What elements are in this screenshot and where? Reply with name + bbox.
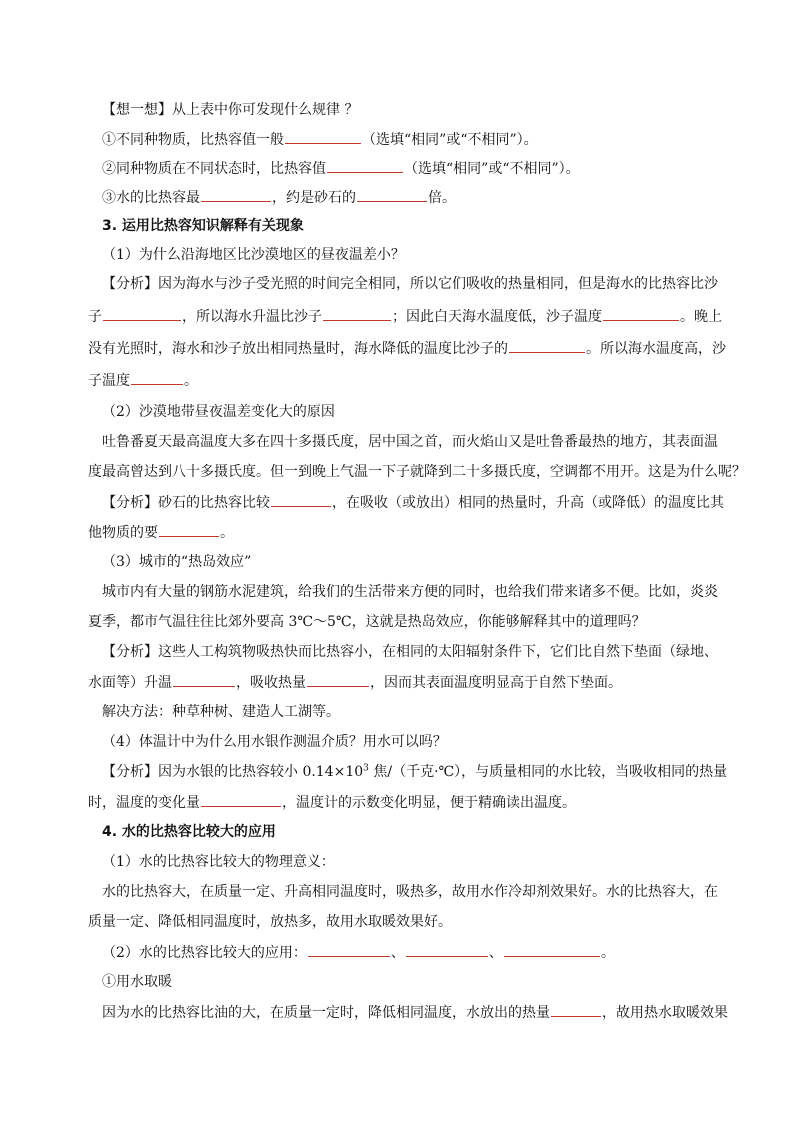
- think-line-3: [102, 187, 742, 208]
- fill-blank[interactable]: [327, 158, 403, 173]
- text: ③水的比热容最: [102, 190, 200, 206]
- fill-blank[interactable]: [159, 522, 219, 537]
- s3-a1-line-2: [88, 306, 728, 327]
- text: ，温度计的示数变化明显，便于精确读出温度。: [282, 795, 576, 811]
- s3-p2-line-1: 吐鲁番夏天最高温度大多在四十多摄氏度，居中国之首，而火焰山又是吐鲁番最热的地方，其表面温: [102, 434, 718, 450]
- s4-heading-1: ①用水取暖: [102, 974, 172, 990]
- text: 【分析】因为水银的比热容较小 0.14×10: [102, 764, 364, 780]
- text: 子温度: [88, 373, 130, 389]
- text: 没有光照时，海水和沙子放出相同热量时，海水降低的温度比沙子的: [88, 341, 508, 357]
- think-line-1: [102, 129, 742, 150]
- s3-a4-line-1: [102, 762, 742, 782]
- text: 倍。: [428, 190, 456, 206]
- text: ，吸收热量: [236, 675, 306, 691]
- fill-blank[interactable]: [308, 942, 390, 957]
- text: 时，温度的变化量: [88, 795, 200, 811]
- s3-a1-line-3: [88, 338, 728, 359]
- text: ，约是砂石的: [272, 190, 356, 206]
- text: 。: [184, 373, 198, 389]
- fill-blank[interactable]: [323, 306, 391, 321]
- s4-p1-line-1: 水的比热容大，在质量一定、升高相同温度时，吸热多，故用水作冷却剂效果好。水的比热容大，在: [102, 884, 718, 900]
- s3-a2-line-2: [88, 522, 728, 543]
- s3-q4: （4）体温计中为什么用水银作测温介质？用水可以吗？: [102, 734, 447, 750]
- text: ，所以海水升温比沙子: [182, 309, 322, 325]
- text: 。晚上: [680, 309, 722, 325]
- s4-p2-line-1: [102, 1002, 742, 1023]
- text: （选填“相同”或“不相同”）。: [362, 132, 538, 148]
- fill-blank[interactable]: [509, 338, 585, 353]
- fill-blank[interactable]: [307, 672, 369, 687]
- s3-q3: （3）城市的“热岛效应”: [102, 554, 252, 570]
- s3-solution: 解决方法：种草种树、建造人工湖等。: [102, 704, 340, 720]
- s3-p3-line-2: 夏季，都市气温往往比郊外要高 3℃～5℃，这就是热岛效应，你能够解释其中的道理吗？: [88, 614, 646, 630]
- s4-q2: [102, 942, 742, 963]
- text: ②同种物质在不同状态时，比热容值: [102, 161, 326, 177]
- fill-blank[interactable]: [201, 187, 271, 202]
- text: 。: [220, 525, 234, 541]
- fill-blank[interactable]: [285, 129, 361, 144]
- text: 。: [600, 945, 615, 961]
- think-line-2: [102, 158, 742, 179]
- s3-a1-line-1: 【分析】因为海水与沙子受光照的时间完全相同，所以它们吸收的热量相同，但是海水的比热容比沙: [102, 276, 718, 292]
- s3-q2: （2）沙漠地带昼夜温差变化大的原因: [102, 404, 335, 420]
- text: ，因而其表面温度明显高于自然下垫面。: [370, 675, 622, 691]
- s3-a1-line-4: [88, 370, 728, 391]
- text: 焦/（千克·℃），与质量相同的水比较，当吸收相同的热量: [368, 764, 728, 780]
- s3-p2-line-2: 度最高曾达到八十多摄氏度。但一到晚上气温一下子就降到二十多摄氏度，空调都不用开。这是为什么呢？: [88, 464, 746, 480]
- text: 。所以海水温度高，沙: [586, 341, 726, 357]
- superscript: 3: [363, 763, 369, 774]
- fill-blank[interactable]: [406, 942, 488, 957]
- fill-blank[interactable]: [551, 1002, 601, 1017]
- text: ①不同种物质，比热容值一般: [102, 132, 284, 148]
- text: 因为水的比热容比油的大，在质量一定时，降低相同温度，水放出的热量: [102, 1005, 550, 1021]
- text: ，在吸收（或放出）相同的热量时，升高（或降低）的温度比其: [332, 495, 724, 511]
- text: 水面等）升温: [88, 675, 172, 691]
- section-3-title: 3. 运用比热容知识解释有关现象: [102, 218, 304, 234]
- fill-blank[interactable]: [173, 672, 235, 687]
- fill-blank[interactable]: [357, 187, 427, 202]
- text: （2）水的比热容比较大的应用：: [102, 945, 307, 961]
- text: 他物质的要: [88, 525, 158, 541]
- fill-blank[interactable]: [504, 942, 600, 957]
- text: （选填“相同”或“不相同”）。: [404, 161, 580, 177]
- s3-a4-line-2: [88, 792, 728, 813]
- fill-blank[interactable]: [201, 792, 281, 807]
- fill-blank[interactable]: [603, 306, 679, 321]
- think-question: [102, 100, 742, 120]
- s4-q1: （1）水的比热容比较大的物理意义：: [102, 854, 335, 870]
- fill-blank[interactable]: [131, 370, 183, 385]
- text: 、: [390, 945, 405, 961]
- s3-a3-line-2: [88, 672, 728, 693]
- fill-blank[interactable]: [103, 306, 181, 321]
- s3-a2-line-1: [102, 492, 742, 513]
- think-question-text: 【想一想】从上表中你可发现什么规律 ？: [102, 102, 359, 118]
- text: ；因此白天海水温度低，沙子温度: [392, 309, 602, 325]
- s3-p3-line-1: 城市内有大量的钢筋水泥建筑，给我们的生活带来方便的同时，也给我们带来诸多不便。比如，炎炎: [102, 584, 718, 600]
- text: 【分析】砂石的比热容比较: [102, 495, 270, 511]
- s3-a3-line-1: 【分析】这些人工构筑物吸热快而比热容小，在相同的太阳辐射条件下，它们比自然下垫面（绿地、: [102, 644, 718, 660]
- s3-q1: （1）为什么沿海地区比沙漠地区的昼夜温差小？: [102, 247, 405, 263]
- section-4-title: 4. 水的比热容比较大的应用: [102, 824, 276, 840]
- text: 、: [488, 945, 503, 961]
- fill-blank[interactable]: [271, 492, 331, 507]
- s4-p1-line-2: 质量一定、降低相同温度时，放热多，故用水取暖效果好。: [88, 914, 452, 930]
- text: 子: [88, 309, 102, 325]
- text: ，故用热水取暖效果: [602, 1005, 728, 1021]
